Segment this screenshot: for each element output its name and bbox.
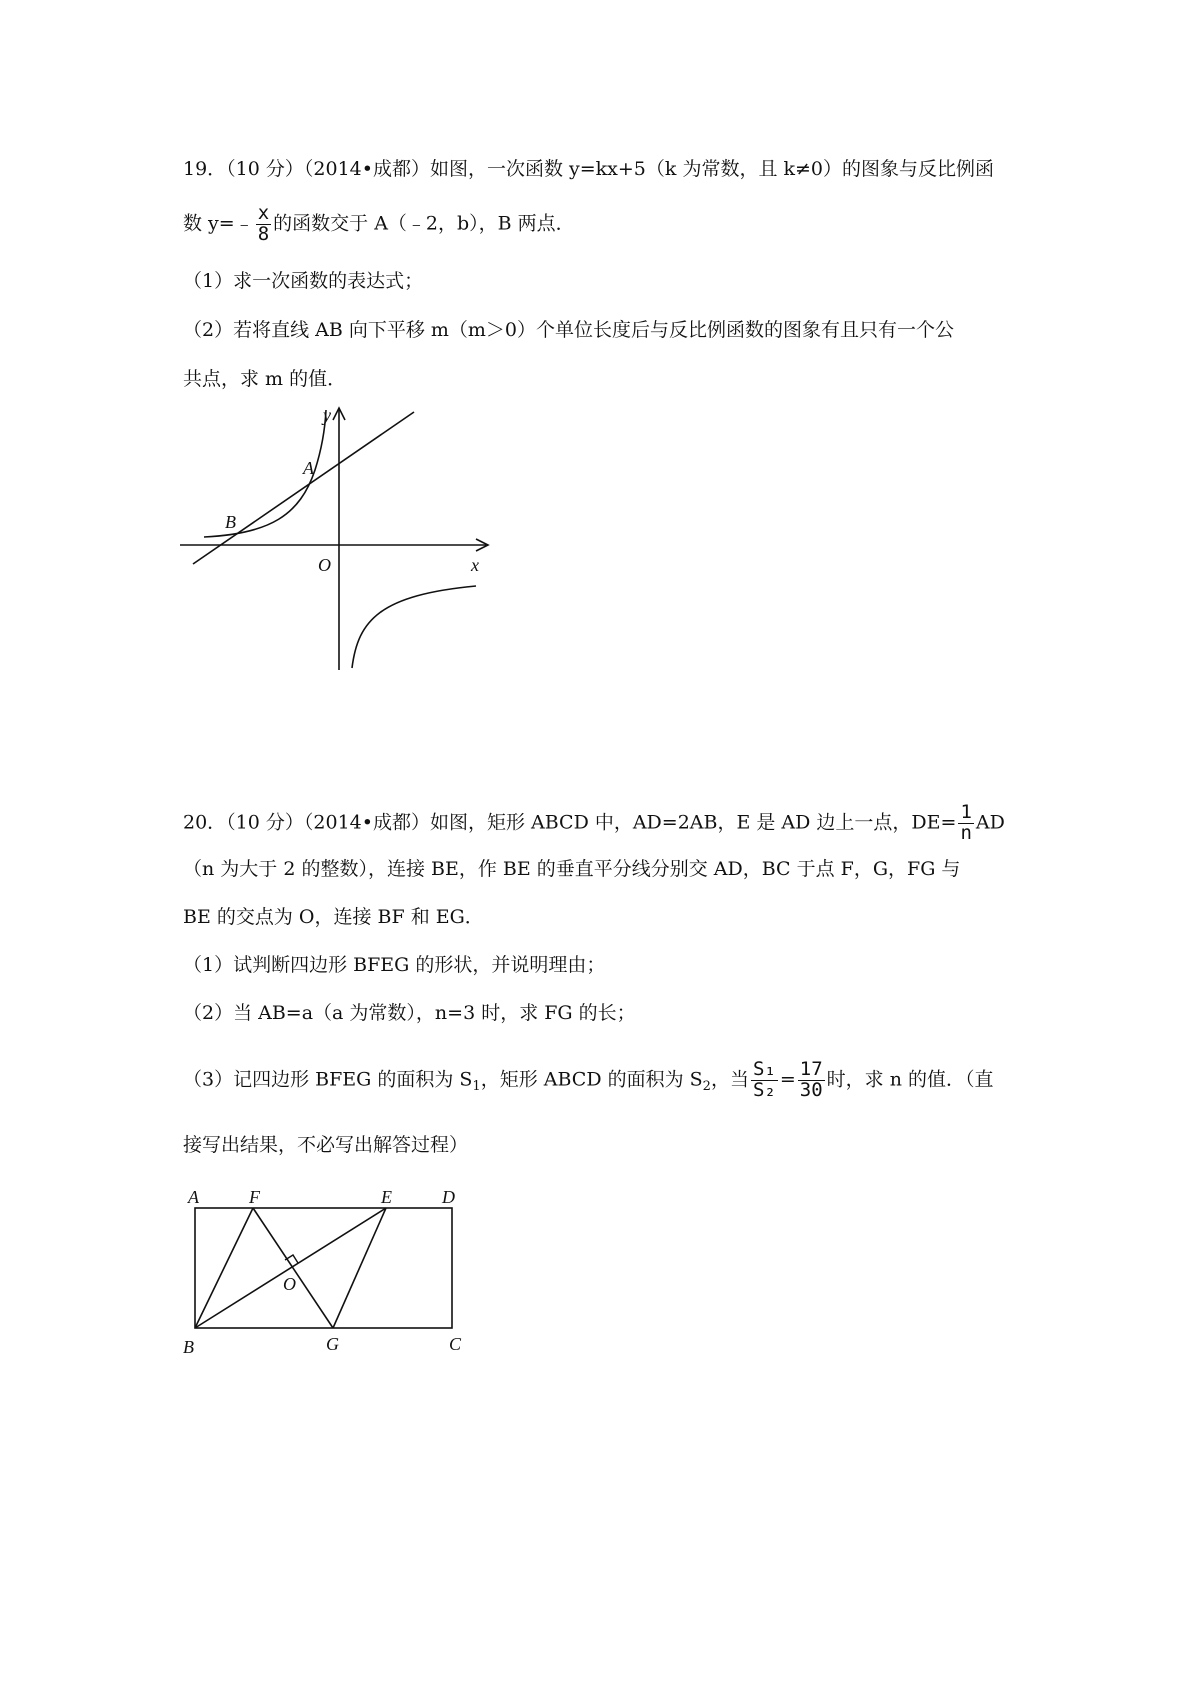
q20-part3-text-a: （3）记四边形 BFEG 的面积为 S: [183, 1068, 473, 1091]
hyperbola-right-branch: [352, 586, 476, 668]
q20-ratio-denominator: S₂: [752, 1078, 776, 1101]
fig-label-c: C: [449, 1334, 462, 1354]
q20-part3-text-d: 时，求 n 的值．（直: [826, 1068, 994, 1091]
fig-label-o: O: [283, 1274, 296, 1294]
fig-label-b: B: [183, 1337, 194, 1357]
q20-frac-denominator: n: [960, 821, 972, 844]
q20-line1-pre: 20．（10 分）（2014•成都）如图，矩形 ABCD 中，AD=2AB，E 是 AD 边上一点，DE=: [183, 811, 957, 834]
q19-function-graph: [180, 400, 500, 675]
q20-ratio-numerator: S₁: [752, 1058, 776, 1080]
q20-part3-text-b: ，矩形 ABCD 的面积为 S: [480, 1068, 703, 1091]
q19-part2-line1: （2）若将直线 AB 向下平移 m（m＞0）个单位长度后与反比例函数的图象有且只有一个公: [183, 319, 955, 341]
graph-label-a: A: [303, 458, 314, 478]
line-ab: [193, 412, 414, 564]
q20-value-fraction: [798, 1060, 825, 1101]
q20-part1: （1）试判断四边形 BFEG 的形状，并说明理由；: [183, 954, 606, 976]
q20-line1-post: AD: [975, 811, 1005, 834]
q20-fraction-1-over-n: [958, 803, 973, 844]
q20-part3-text-c: ，当: [710, 1068, 749, 1091]
q20-part3-sub1: 1: [472, 1079, 481, 1095]
q20-part3-line1: [183, 1060, 993, 1101]
q20-rectangle-figure: [175, 1185, 475, 1360]
fig-label-a: A: [188, 1187, 199, 1207]
fig-label-d: D: [442, 1187, 455, 1207]
graph-label-o: O: [318, 555, 331, 575]
q20-line3: BE 的交点为 O，连接 BF 和 EG．: [183, 906, 484, 928]
q19-fraction: [256, 204, 271, 245]
right-angle-mark: [285, 1255, 298, 1263]
q20-equals: =: [779, 1068, 796, 1091]
q20-frac-numerator: 1: [960, 801, 972, 823]
fig-label-g: G: [326, 1334, 339, 1354]
graph-label-x: x: [471, 555, 479, 575]
fig-label-e: E: [381, 1187, 392, 1207]
q20-line1: [183, 803, 1005, 844]
q20-part3-sub2: 2: [702, 1079, 711, 1095]
q19-frac-numerator: x: [257, 202, 270, 224]
q20-value-numerator: 17: [799, 1058, 823, 1080]
q19-frac-denominator: 8: [257, 222, 270, 245]
graph-label-y: y: [323, 405, 331, 425]
q19-part1: （1）求一次函数的表达式；: [183, 270, 424, 292]
q20-part2: （2）当 AB=a（a 为常数），n=3 时，求 FG 的长；: [183, 1002, 636, 1024]
q20-value-denominator: 30: [799, 1078, 823, 1101]
graph-label-b: B: [225, 512, 236, 532]
q19-line2-post: 的函数交于 A（﹣2，b），B 两点．: [273, 212, 575, 235]
q20-part3-line2: 接写出结果，不必写出解答过程）: [183, 1134, 469, 1156]
q20-line2: （n 为大于 2 的整数），连接 BE，作 BE 的垂直平分线分别交 AD，BC 于点 F，G，FG 与: [183, 858, 961, 880]
q20-ratio-fraction: [751, 1060, 778, 1101]
fig-label-f: F: [249, 1187, 260, 1207]
rectangle-abcd: [195, 1208, 452, 1328]
q19-line2-pre: 数 y=﹣: [183, 212, 254, 235]
q19-line1: 19．（10 分）（2014•成都）如图，一次函数 y=kx+5（k 为常数，且 k≠0）的图象与反比例函: [183, 158, 994, 180]
q19-line2: [183, 204, 575, 245]
q19-part2-line2: 共点，求 m 的值．: [183, 368, 347, 390]
segment-fg: [253, 1208, 333, 1328]
segment-eg: [333, 1208, 386, 1328]
